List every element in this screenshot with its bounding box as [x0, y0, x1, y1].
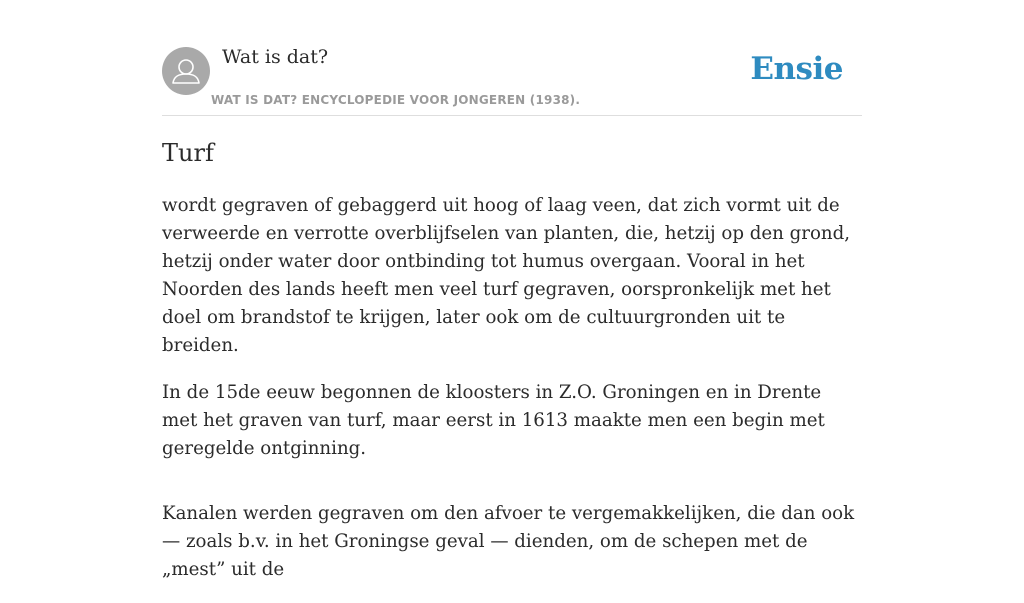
paragraph-3: Kanalen werden gegraven om den afvoer te vergemakkelijken, die dan ook — zoals b.v. in het Groningse geval — dienden, om de schepen met de „mest” uit de — [162, 503, 855, 580]
source-label[interactable]: WAT IS DAT? ENCYCLOPEDIE VOOR JONGEREN (1938). — [211, 93, 581, 107]
user-icon — [162, 47, 210, 95]
paragraph-1: wordt gegraven of gebaggerd uit hoog of laag veen, dat zich vormt uit de verweerde en verrotte overblijfselen van planten, die, hetzij op den grond, hetzij onder water door ontbinding tot humus overgaan. Vooral in het Noorden des lands heeft men veel turf gegraven, oorspronkelijk met het doel om brandstof te krijgen, later ook om de cultuurgronden uit te breiden. — [162, 195, 851, 356]
article-header — [162, 0, 862, 116]
paragraph-2: In de 15de eeuw begonnen de kloosters in Z.O. Groningen en in Drente met het graven van turf, maar eerst in 1613 maakte men een begin met geregelde ontginning. — [162, 382, 825, 459]
article-body — [162, 192, 862, 603]
author-name[interactable]: Wat is dat? — [222, 46, 329, 68]
article-page — [162, 0, 862, 580]
brand-logo[interactable]: Ensie — [750, 51, 843, 87]
article-title: Turf — [162, 139, 214, 167]
avatar[interactable] — [162, 47, 210, 95]
